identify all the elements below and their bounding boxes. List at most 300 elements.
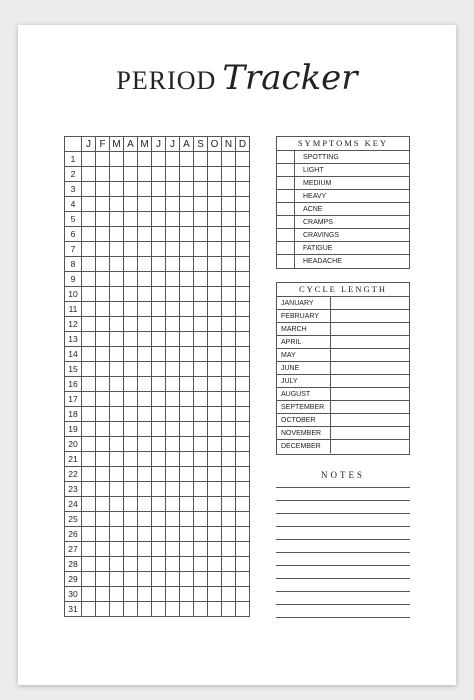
- tracker-cell[interactable]: [138, 557, 152, 572]
- tracker-cell[interactable]: [124, 422, 138, 437]
- tracker-cell[interactable]: [110, 497, 124, 512]
- tracker-cell[interactable]: [166, 512, 180, 527]
- tracker-cell[interactable]: [124, 572, 138, 587]
- tracker-cell[interactable]: [152, 437, 166, 452]
- tracker-cell[interactable]: [180, 587, 194, 602]
- tracker-cell[interactable]: [82, 302, 96, 317]
- tracker-cell[interactable]: [152, 407, 166, 422]
- tracker-cell[interactable]: [138, 572, 152, 587]
- tracker-cell[interactable]: [236, 572, 250, 587]
- tracker-cell[interactable]: [222, 287, 236, 302]
- tracker-cell[interactable]: [152, 377, 166, 392]
- tracker-cell[interactable]: [152, 512, 166, 527]
- tracker-cell[interactable]: [152, 467, 166, 482]
- tracker-cell[interactable]: [194, 182, 208, 197]
- tracker-cell[interactable]: [166, 272, 180, 287]
- symptom-color-box[interactable]: [277, 177, 295, 189]
- tracker-cell[interactable]: [194, 452, 208, 467]
- tracker-cell[interactable]: [152, 152, 166, 167]
- tracker-cell[interactable]: [166, 257, 180, 272]
- tracker-cell[interactable]: [152, 302, 166, 317]
- tracker-cell[interactable]: [110, 512, 124, 527]
- tracker-cell[interactable]: [138, 362, 152, 377]
- tracker-cell[interactable]: [236, 212, 250, 227]
- tracker-cell[interactable]: [124, 392, 138, 407]
- tracker-cell[interactable]: [124, 527, 138, 542]
- tracker-cell[interactable]: [208, 407, 222, 422]
- tracker-cell[interactable]: [96, 167, 110, 182]
- tracker-cell[interactable]: [180, 302, 194, 317]
- tracker-cell[interactable]: [222, 437, 236, 452]
- notes-line[interactable]: [276, 591, 410, 592]
- tracker-cell[interactable]: [82, 422, 96, 437]
- tracker-cell[interactable]: [208, 512, 222, 527]
- tracker-cell[interactable]: [96, 587, 110, 602]
- tracker-cell[interactable]: [208, 182, 222, 197]
- tracker-cell[interactable]: [96, 287, 110, 302]
- tracker-cell[interactable]: [180, 377, 194, 392]
- tracker-cell[interactable]: [166, 437, 180, 452]
- tracker-cell[interactable]: [236, 347, 250, 362]
- tracker-cell[interactable]: [82, 182, 96, 197]
- tracker-cell[interactable]: [222, 302, 236, 317]
- tracker-cell[interactable]: [208, 287, 222, 302]
- tracker-cell[interactable]: [96, 182, 110, 197]
- tracker-cell[interactable]: [180, 167, 194, 182]
- tracker-cell[interactable]: [166, 557, 180, 572]
- tracker-cell[interactable]: [222, 542, 236, 557]
- tracker-cell[interactable]: [82, 242, 96, 257]
- tracker-cell[interactable]: [166, 482, 180, 497]
- tracker-cell[interactable]: [194, 587, 208, 602]
- tracker-cell[interactable]: [110, 287, 124, 302]
- tracker-cell[interactable]: [152, 167, 166, 182]
- tracker-cell[interactable]: [222, 512, 236, 527]
- tracker-cell[interactable]: [82, 497, 96, 512]
- tracker-cell[interactable]: [222, 272, 236, 287]
- tracker-cell[interactable]: [110, 452, 124, 467]
- tracker-cell[interactable]: [166, 332, 180, 347]
- tracker-cell[interactable]: [166, 452, 180, 467]
- tracker-cell[interactable]: [166, 467, 180, 482]
- tracker-cell[interactable]: [110, 212, 124, 227]
- tracker-cell[interactable]: [152, 347, 166, 362]
- tracker-cell[interactable]: [152, 497, 166, 512]
- notes-line[interactable]: [276, 539, 410, 540]
- tracker-cell[interactable]: [82, 587, 96, 602]
- tracker-cell[interactable]: [110, 362, 124, 377]
- tracker-cell[interactable]: [82, 542, 96, 557]
- tracker-cell[interactable]: [222, 452, 236, 467]
- tracker-cell[interactable]: [222, 332, 236, 347]
- tracker-cell[interactable]: [96, 482, 110, 497]
- symptom-color-box[interactable]: [277, 151, 295, 163]
- tracker-cell[interactable]: [180, 332, 194, 347]
- cycle-length-field[interactable]: [331, 414, 409, 426]
- tracker-cell[interactable]: [166, 527, 180, 542]
- tracker-cell[interactable]: [194, 527, 208, 542]
- tracker-cell[interactable]: [96, 602, 110, 617]
- tracker-cell[interactable]: [96, 437, 110, 452]
- tracker-cell[interactable]: [236, 287, 250, 302]
- tracker-cell[interactable]: [208, 257, 222, 272]
- tracker-cell[interactable]: [208, 452, 222, 467]
- tracker-cell[interactable]: [96, 317, 110, 332]
- tracker-cell[interactable]: [138, 512, 152, 527]
- tracker-cell[interactable]: [96, 197, 110, 212]
- cycle-length-field[interactable]: [331, 362, 409, 374]
- tracker-cell[interactable]: [96, 332, 110, 347]
- tracker-cell[interactable]: [138, 302, 152, 317]
- tracker-cell[interactable]: [222, 527, 236, 542]
- tracker-cell[interactable]: [110, 197, 124, 212]
- tracker-cell[interactable]: [152, 587, 166, 602]
- tracker-cell[interactable]: [222, 392, 236, 407]
- tracker-cell[interactable]: [236, 242, 250, 257]
- tracker-cell[interactable]: [110, 182, 124, 197]
- cycle-length-field[interactable]: [331, 297, 409, 309]
- tracker-cell[interactable]: [236, 467, 250, 482]
- tracker-cell[interactable]: [208, 467, 222, 482]
- tracker-cell[interactable]: [138, 212, 152, 227]
- tracker-cell[interactable]: [138, 602, 152, 617]
- tracker-cell[interactable]: [236, 257, 250, 272]
- tracker-cell[interactable]: [180, 242, 194, 257]
- tracker-cell[interactable]: [152, 317, 166, 332]
- tracker-cell[interactable]: [194, 362, 208, 377]
- tracker-cell[interactable]: [138, 377, 152, 392]
- tracker-cell[interactable]: [152, 452, 166, 467]
- tracker-cell[interactable]: [236, 392, 250, 407]
- tracker-cell[interactable]: [152, 557, 166, 572]
- symptom-color-box[interactable]: [277, 164, 295, 176]
- tracker-cell[interactable]: [96, 257, 110, 272]
- tracker-cell[interactable]: [152, 197, 166, 212]
- cycle-length-field[interactable]: [331, 336, 409, 348]
- tracker-cell[interactable]: [222, 227, 236, 242]
- symptom-color-box[interactable]: [277, 255, 295, 268]
- tracker-cell[interactable]: [110, 392, 124, 407]
- tracker-cell[interactable]: [152, 182, 166, 197]
- tracker-cell[interactable]: [194, 212, 208, 227]
- tracker-cell[interactable]: [236, 332, 250, 347]
- tracker-cell[interactable]: [152, 422, 166, 437]
- notes-line[interactable]: [276, 526, 410, 527]
- tracker-cell[interactable]: [236, 557, 250, 572]
- tracker-cell[interactable]: [166, 227, 180, 242]
- tracker-cell[interactable]: [110, 602, 124, 617]
- tracker-cell[interactable]: [152, 257, 166, 272]
- tracker-cell[interactable]: [222, 362, 236, 377]
- tracker-cell[interactable]: [236, 227, 250, 242]
- tracker-cell[interactable]: [138, 452, 152, 467]
- tracker-cell[interactable]: [124, 272, 138, 287]
- tracker-cell[interactable]: [194, 572, 208, 587]
- tracker-cell[interactable]: [152, 227, 166, 242]
- tracker-cell[interactable]: [124, 407, 138, 422]
- tracker-cell[interactable]: [124, 467, 138, 482]
- tracker-cell[interactable]: [124, 212, 138, 227]
- tracker-cell[interactable]: [138, 347, 152, 362]
- tracker-cell[interactable]: [124, 152, 138, 167]
- tracker-cell[interactable]: [180, 452, 194, 467]
- cycle-length-field[interactable]: [331, 375, 409, 387]
- tracker-cell[interactable]: [124, 257, 138, 272]
- tracker-cell[interactable]: [96, 422, 110, 437]
- tracker-cell[interactable]: [110, 272, 124, 287]
- tracker-cell[interactable]: [222, 587, 236, 602]
- tracker-cell[interactable]: [222, 407, 236, 422]
- tracker-cell[interactable]: [152, 212, 166, 227]
- tracker-cell[interactable]: [194, 257, 208, 272]
- tracker-cell[interactable]: [236, 437, 250, 452]
- tracker-cell[interactable]: [82, 467, 96, 482]
- tracker-cell[interactable]: [166, 602, 180, 617]
- tracker-cell[interactable]: [180, 407, 194, 422]
- tracker-cell[interactable]: [180, 557, 194, 572]
- tracker-cell[interactable]: [96, 347, 110, 362]
- symptom-color-box[interactable]: [277, 216, 295, 228]
- tracker-cell[interactable]: [222, 347, 236, 362]
- tracker-cell[interactable]: [194, 197, 208, 212]
- tracker-cell[interactable]: [166, 377, 180, 392]
- tracker-cell[interactable]: [208, 377, 222, 392]
- tracker-cell[interactable]: [138, 467, 152, 482]
- tracker-cell[interactable]: [180, 197, 194, 212]
- tracker-cell[interactable]: [180, 437, 194, 452]
- tracker-cell[interactable]: [96, 407, 110, 422]
- tracker-cell[interactable]: [152, 527, 166, 542]
- tracker-cell[interactable]: [222, 467, 236, 482]
- tracker-cell[interactable]: [194, 227, 208, 242]
- tracker-cell[interactable]: [82, 377, 96, 392]
- tracker-cell[interactable]: [222, 212, 236, 227]
- tracker-cell[interactable]: [208, 167, 222, 182]
- tracker-cell[interactable]: [152, 287, 166, 302]
- tracker-cell[interactable]: [222, 572, 236, 587]
- tracker-cell[interactable]: [152, 332, 166, 347]
- cycle-length-field[interactable]: [331, 310, 409, 322]
- tracker-cell[interactable]: [222, 242, 236, 257]
- tracker-cell[interactable]: [152, 542, 166, 557]
- tracker-cell[interactable]: [180, 497, 194, 512]
- tracker-cell[interactable]: [194, 347, 208, 362]
- tracker-cell[interactable]: [96, 512, 110, 527]
- tracker-cell[interactable]: [194, 287, 208, 302]
- tracker-cell[interactable]: [96, 452, 110, 467]
- symptom-color-box[interactable]: [277, 229, 295, 241]
- tracker-cell[interactable]: [222, 182, 236, 197]
- tracker-cell[interactable]: [152, 482, 166, 497]
- tracker-cell[interactable]: [222, 482, 236, 497]
- tracker-cell[interactable]: [180, 527, 194, 542]
- tracker-cell[interactable]: [166, 302, 180, 317]
- tracker-cell[interactable]: [124, 167, 138, 182]
- tracker-cell[interactable]: [82, 392, 96, 407]
- tracker-cell[interactable]: [96, 377, 110, 392]
- tracker-cell[interactable]: [166, 572, 180, 587]
- tracker-cell[interactable]: [152, 272, 166, 287]
- tracker-cell[interactable]: [96, 392, 110, 407]
- notes-line[interactable]: [276, 487, 410, 488]
- tracker-cell[interactable]: [96, 527, 110, 542]
- tracker-cell[interactable]: [82, 407, 96, 422]
- tracker-cell[interactable]: [208, 197, 222, 212]
- tracker-cell[interactable]: [180, 347, 194, 362]
- tracker-cell[interactable]: [82, 227, 96, 242]
- tracker-cell[interactable]: [138, 182, 152, 197]
- tracker-cell[interactable]: [236, 302, 250, 317]
- tracker-cell[interactable]: [124, 512, 138, 527]
- tracker-cell[interactable]: [96, 227, 110, 242]
- tracker-cell[interactable]: [166, 182, 180, 197]
- tracker-cell[interactable]: [208, 227, 222, 242]
- tracker-cell[interactable]: [166, 587, 180, 602]
- tracker-cell[interactable]: [124, 182, 138, 197]
- tracker-cell[interactable]: [110, 242, 124, 257]
- tracker-cell[interactable]: [236, 362, 250, 377]
- tracker-cell[interactable]: [180, 212, 194, 227]
- tracker-cell[interactable]: [82, 257, 96, 272]
- tracker-cell[interactable]: [180, 257, 194, 272]
- tracker-cell[interactable]: [138, 482, 152, 497]
- tracker-cell[interactable]: [124, 542, 138, 557]
- tracker-cell[interactable]: [96, 272, 110, 287]
- tracker-cell[interactable]: [208, 422, 222, 437]
- tracker-cell[interactable]: [236, 272, 250, 287]
- tracker-cell[interactable]: [96, 152, 110, 167]
- tracker-cell[interactable]: [222, 317, 236, 332]
- tracker-cell[interactable]: [82, 272, 96, 287]
- tracker-cell[interactable]: [180, 317, 194, 332]
- tracker-cell[interactable]: [124, 302, 138, 317]
- tracker-cell[interactable]: [138, 587, 152, 602]
- tracker-cell[interactable]: [124, 242, 138, 257]
- tracker-cell[interactable]: [152, 362, 166, 377]
- tracker-cell[interactable]: [180, 542, 194, 557]
- tracker-cell[interactable]: [236, 602, 250, 617]
- tracker-cell[interactable]: [96, 572, 110, 587]
- tracker-cell[interactable]: [152, 602, 166, 617]
- tracker-cell[interactable]: [166, 242, 180, 257]
- tracker-cell[interactable]: [110, 542, 124, 557]
- tracker-cell[interactable]: [236, 527, 250, 542]
- tracker-cell[interactable]: [166, 392, 180, 407]
- tracker-cell[interactable]: [236, 377, 250, 392]
- tracker-cell[interactable]: [138, 437, 152, 452]
- tracker-cell[interactable]: [110, 167, 124, 182]
- tracker-cell[interactable]: [110, 482, 124, 497]
- tracker-cell[interactable]: [208, 332, 222, 347]
- tracker-cell[interactable]: [124, 332, 138, 347]
- tracker-cell[interactable]: [166, 347, 180, 362]
- tracker-cell[interactable]: [124, 377, 138, 392]
- tracker-cell[interactable]: [124, 482, 138, 497]
- cycle-length-field[interactable]: [331, 401, 409, 413]
- tracker-cell[interactable]: [110, 557, 124, 572]
- tracker-cell[interactable]: [222, 557, 236, 572]
- tracker-cell[interactable]: [166, 362, 180, 377]
- tracker-cell[interactable]: [96, 497, 110, 512]
- tracker-cell[interactable]: [236, 587, 250, 602]
- tracker-cell[interactable]: [208, 557, 222, 572]
- tracker-cell[interactable]: [138, 407, 152, 422]
- tracker-cell[interactable]: [194, 497, 208, 512]
- tracker-cell[interactable]: [96, 542, 110, 557]
- tracker-cell[interactable]: [180, 152, 194, 167]
- tracker-cell[interactable]: [236, 512, 250, 527]
- notes-line[interactable]: [276, 565, 410, 566]
- tracker-cell[interactable]: [110, 377, 124, 392]
- tracker-cell[interactable]: [166, 422, 180, 437]
- tracker-cell[interactable]: [82, 317, 96, 332]
- tracker-cell[interactable]: [124, 347, 138, 362]
- tracker-cell[interactable]: [236, 542, 250, 557]
- tracker-cell[interactable]: [180, 572, 194, 587]
- tracker-cell[interactable]: [166, 197, 180, 212]
- tracker-cell[interactable]: [208, 272, 222, 287]
- tracker-cell[interactable]: [110, 422, 124, 437]
- tracker-cell[interactable]: [236, 182, 250, 197]
- tracker-cell[interactable]: [82, 212, 96, 227]
- tracker-cell[interactable]: [194, 302, 208, 317]
- tracker-cell[interactable]: [180, 182, 194, 197]
- tracker-cell[interactable]: [124, 197, 138, 212]
- tracker-cell[interactable]: [180, 227, 194, 242]
- cycle-length-field[interactable]: [331, 323, 409, 335]
- tracker-cell[interactable]: [236, 317, 250, 332]
- tracker-cell[interactable]: [138, 227, 152, 242]
- tracker-cell[interactable]: [208, 362, 222, 377]
- tracker-cell[interactable]: [180, 287, 194, 302]
- tracker-cell[interactable]: [138, 332, 152, 347]
- tracker-cell[interactable]: [194, 557, 208, 572]
- tracker-cell[interactable]: [236, 452, 250, 467]
- tracker-cell[interactable]: [208, 212, 222, 227]
- tracker-cell[interactable]: [222, 152, 236, 167]
- tracker-cell[interactable]: [110, 347, 124, 362]
- tracker-cell[interactable]: [124, 317, 138, 332]
- tracker-cell[interactable]: [166, 287, 180, 302]
- tracker-cell[interactable]: [180, 422, 194, 437]
- tracker-cell[interactable]: [152, 572, 166, 587]
- tracker-cell[interactable]: [222, 197, 236, 212]
- tracker-cell[interactable]: [222, 422, 236, 437]
- tracker-cell[interactable]: [194, 407, 208, 422]
- tracker-cell[interactable]: [124, 452, 138, 467]
- tracker-cell[interactable]: [96, 242, 110, 257]
- notes-line[interactable]: [276, 513, 410, 514]
- tracker-cell[interactable]: [110, 437, 124, 452]
- tracker-cell[interactable]: [96, 212, 110, 227]
- tracker-cell[interactable]: [222, 602, 236, 617]
- tracker-cell[interactable]: [236, 422, 250, 437]
- tracker-cell[interactable]: [152, 242, 166, 257]
- tracker-cell[interactable]: [110, 572, 124, 587]
- tracker-cell[interactable]: [208, 302, 222, 317]
- tracker-cell[interactable]: [82, 197, 96, 212]
- tracker-cell[interactable]: [138, 272, 152, 287]
- tracker-cell[interactable]: [180, 467, 194, 482]
- tracker-cell[interactable]: [180, 272, 194, 287]
- tracker-cell[interactable]: [236, 197, 250, 212]
- tracker-cell[interactable]: [194, 392, 208, 407]
- cycle-length-field[interactable]: [331, 427, 409, 439]
- tracker-cell[interactable]: [208, 587, 222, 602]
- tracker-cell[interactable]: [208, 242, 222, 257]
- tracker-cell[interactable]: [166, 497, 180, 512]
- tracker-cell[interactable]: [166, 407, 180, 422]
